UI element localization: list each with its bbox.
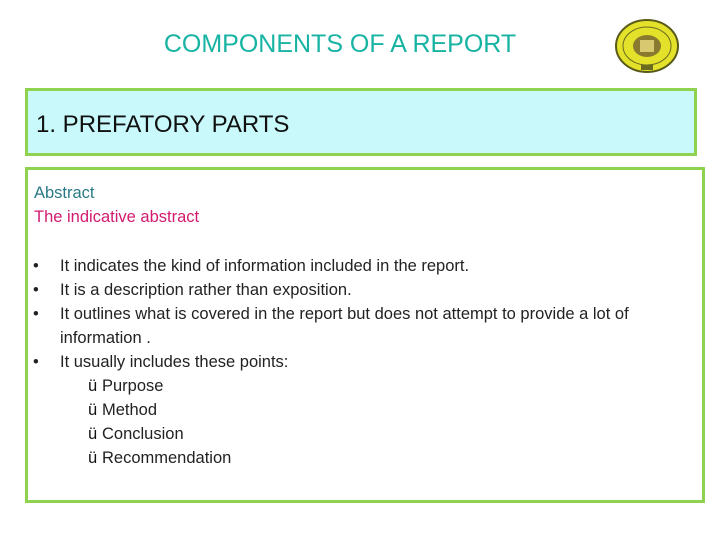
point-text: Purpose bbox=[102, 377, 164, 395]
list-item bbox=[28, 302, 704, 350]
bullet-icon: • bbox=[33, 281, 39, 299]
check-icon: ü bbox=[88, 377, 98, 395]
bullet-list bbox=[28, 254, 704, 470]
section-header bbox=[25, 88, 697, 156]
list-item bbox=[88, 374, 704, 398]
check-icon: ü bbox=[88, 401, 98, 419]
list-item bbox=[88, 446, 704, 470]
bullet-text: It indicates the kind of information included in the report. bbox=[60, 257, 470, 275]
list-item bbox=[28, 278, 704, 302]
check-icon: ü bbox=[88, 425, 98, 443]
bullet-icon: • bbox=[33, 305, 39, 323]
list-item bbox=[88, 422, 704, 446]
list-item bbox=[88, 398, 704, 422]
slide-title: COMPONENTS OF A REPORT bbox=[163, 30, 517, 58]
list-item bbox=[28, 254, 704, 278]
points-list bbox=[60, 374, 704, 470]
bullet-text: It usually includes these points: bbox=[60, 353, 289, 371]
bullet-text: It outlines what is covered in the report but does not attempt to provide a lot of information . bbox=[60, 305, 629, 347]
content-panel bbox=[25, 167, 705, 503]
point-text: Conclusion bbox=[102, 425, 184, 443]
bullet-text: It is a description rather than exposition. bbox=[60, 281, 352, 299]
point-text: Recommendation bbox=[102, 449, 232, 467]
subheading-indicative-abstract: The indicative abstract bbox=[34, 208, 200, 226]
check-icon: ü bbox=[88, 449, 98, 467]
point-text: Method bbox=[102, 401, 158, 419]
bullet-icon: • bbox=[33, 257, 39, 275]
university-seal-icon bbox=[614, 18, 680, 74]
section-heading: 1. PREFATORY PARTS bbox=[36, 111, 290, 138]
list-item bbox=[28, 350, 704, 470]
bullet-icon: • bbox=[33, 353, 39, 371]
subheading-abstract: Abstract bbox=[34, 184, 95, 202]
